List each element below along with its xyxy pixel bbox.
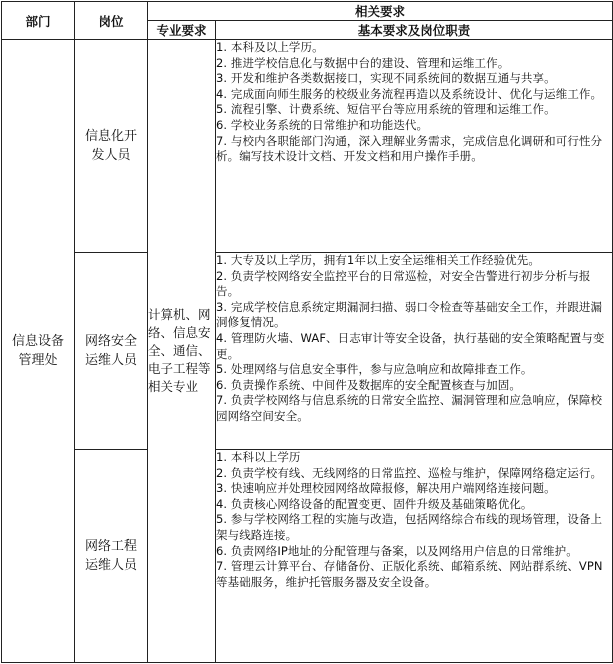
major-cell xyxy=(148,40,216,663)
duties-cell-1 xyxy=(216,40,613,253)
duties-cell-3 xyxy=(216,450,613,663)
duty-item: 3. 快速响应并处理校园网络故障报修，解决用户端网络连接问题。 xyxy=(216,481,556,496)
department-cell xyxy=(2,40,75,663)
position-name: 网络安全运维人员 xyxy=(84,334,137,368)
major-requirement: 计算机、网络、信息安全、通信、电子工程等相关专业 xyxy=(148,307,211,394)
position-name-cell-1 xyxy=(75,40,148,253)
duty-item: 1. 本科及以上学历。 xyxy=(216,40,324,54)
duty-item: 2. 推进学校信息化与数据中台的建设、管理和运维工作。 xyxy=(216,55,510,70)
duty-item: 4. 完成面向师生服务的校级业务流程再造以及系统设计、优化与运维工作。 xyxy=(216,86,603,101)
duty-item: 4. 管理防火墙、WAF、日志审计等安全设备，执行基础的安全策略配置与变更。 xyxy=(216,330,605,361)
header-row-1 xyxy=(2,2,613,21)
duty-item: 5. 参与学校网络工程的实施与改造，包括网络综合布线的现场管理，设备上架与线路连接。 xyxy=(216,512,603,542)
department-name: 信息设备管理处 xyxy=(11,334,64,368)
position-name: 网络工程运维人员 xyxy=(84,539,137,573)
duty-item: 5. 流程引擎、计费系统、短信平台等应用系统的管理和运维工作。 xyxy=(216,102,556,117)
header-department: 部门 xyxy=(2,2,75,40)
duty-item: 7. 管理云计算平台、存储备份、正版化系统、邮箱系统、网站群系统、VPN等基础服务，维护托管服务器及安全设备。 xyxy=(216,559,603,589)
duty-item: 4. 负责核心网络设备的配置变更、固件升级及基础策略优化。 xyxy=(216,496,533,511)
position-name-cell-3 xyxy=(75,450,148,663)
duty-item: 3. 完成学校信息系统定期漏洞扫描、弱口令检查等基础安全工作，并跟进漏洞修复情况。 xyxy=(216,299,603,330)
header-major: 专业要求 xyxy=(148,21,216,40)
job-requirements-table xyxy=(1,1,613,663)
duty-item: 3. 开发和维护各类数据接口，实现不同系统间的数据互通与共享。 xyxy=(216,71,556,86)
duty-item: 7. 负责学校网络与信息系统的日常安全监控、漏洞管理和应急响应，保障校园网络空间安全。 xyxy=(216,393,603,423)
duty-item: 6. 学校业务系统的日常维护和功能迭代。 xyxy=(216,117,429,132)
duties-cell-2 xyxy=(216,253,613,450)
position-row-3 xyxy=(2,450,613,663)
duty-item: 6. 负责网络IP地址的分配管理与备案，以及网络用户信息的日常维护。 xyxy=(216,543,578,558)
duty-item: 1. 本科以上学历 xyxy=(216,450,301,464)
duty-item: 2. 负责学校网络安全监控平台的日常巡检，对安全告警进行初步分析与报告。 xyxy=(216,268,591,299)
header-position: 岗位 xyxy=(75,2,148,40)
duty-item: 1. 大专及以上学历，拥有1年以上安全运维相关工作经验优先。 xyxy=(216,253,540,267)
header-duties: 基本要求及岗位职责 xyxy=(216,21,613,40)
position-name-cell-2 xyxy=(75,253,148,450)
duty-item: 5. 处理网络与信息安全事件，参与应急响应和故障排查工作。 xyxy=(216,362,533,377)
duty-item: 6. 负责操作系统、中间件及数据库的安全配置核查与加固。 xyxy=(216,377,521,392)
position-row-2 xyxy=(2,253,613,450)
position-row-1 xyxy=(2,40,613,253)
duty-item: 7. 与校内各职能部门沟通，深入理解业务需求，完成信息化调研和可行性分析。编写技术设计文档、开发文档和用户操作手册。 xyxy=(216,133,603,164)
position-name: 信息化开发人员 xyxy=(84,129,137,163)
duty-item: 2. 负责学校有线、无线网络的日常监控、巡检与维护，保障网络稳定运行。 xyxy=(216,465,603,480)
header-related-requirements: 相关要求 xyxy=(148,2,613,21)
